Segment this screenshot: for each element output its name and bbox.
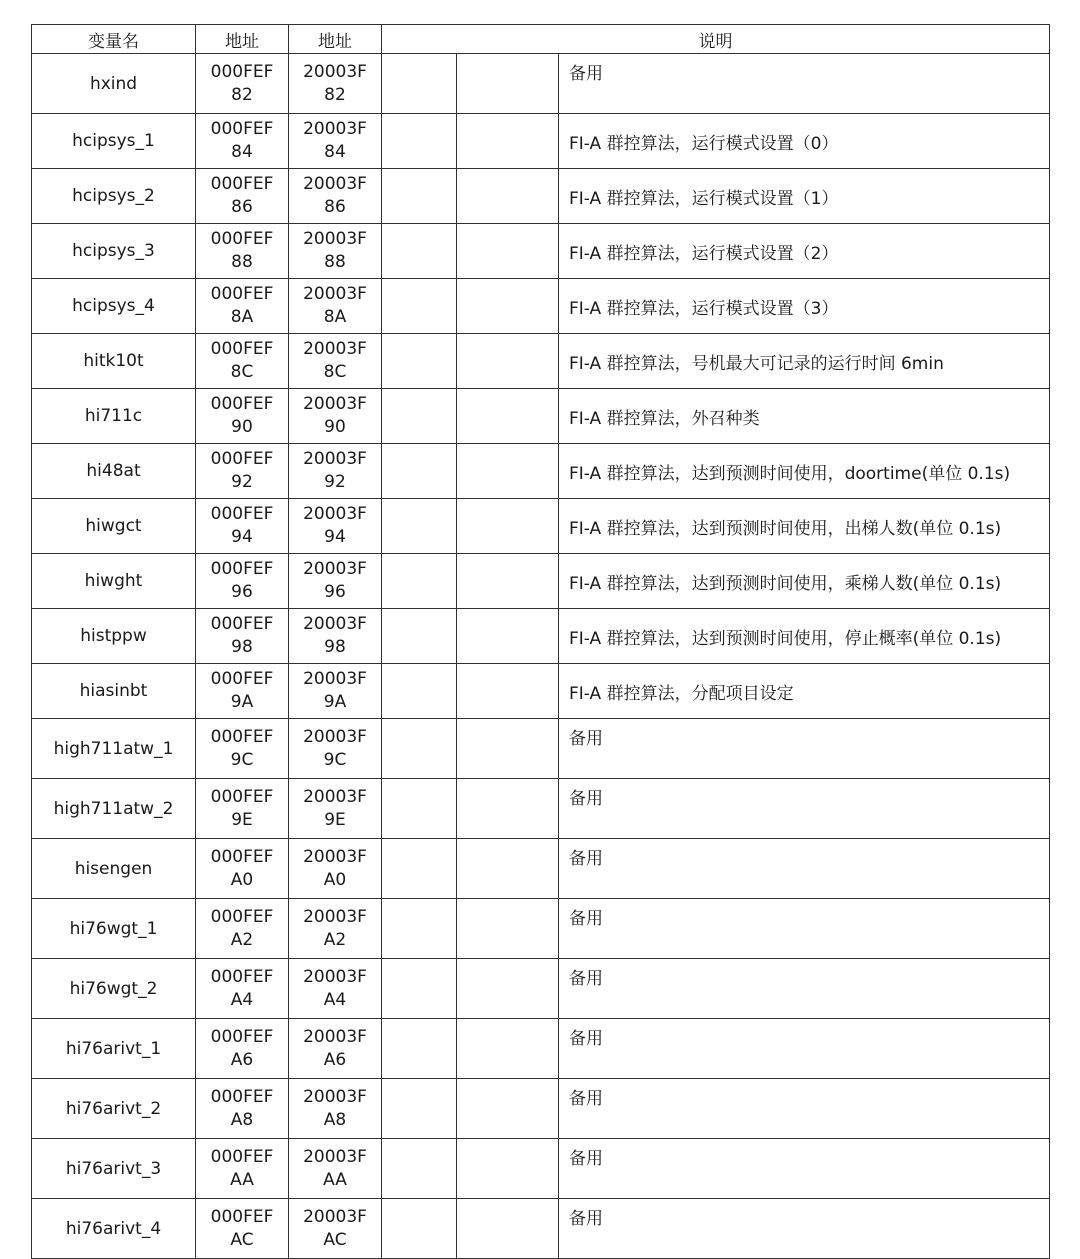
address-1-cell-line-2: A0 — [230, 869, 254, 890]
header-row — [32, 25, 1050, 54]
variable-name-cell: hi48at — [32, 444, 196, 499]
address-2-cell-line-2: 98 — [324, 637, 346, 657]
address-2-cell — [289, 224, 382, 279]
address-1-cell-line-1: 000FEF — [210, 614, 274, 634]
address-1-cell-line-1: 000FEF — [210, 119, 274, 139]
table-row — [32, 1019, 1050, 1079]
address-1-cell-line-1: 000FEF — [210, 559, 274, 579]
address-1-cell-line-2: 8A — [230, 307, 254, 327]
description-cell: 备用 — [559, 839, 1050, 899]
address-1-cell-line-1: 000FEF — [210, 61, 274, 82]
address-2-cell-line-2: A6 — [323, 1049, 347, 1070]
address-2-cell — [289, 1199, 382, 1259]
address-2-cell — [289, 114, 382, 169]
table-row — [32, 779, 1050, 839]
empty-cell — [382, 609, 457, 664]
empty-cell — [382, 279, 457, 334]
description-cell: 备用 — [559, 1139, 1050, 1199]
empty-cell — [457, 779, 559, 839]
address-1-cell-line-1: 000FEF — [210, 846, 274, 867]
header-description: 说明 — [382, 25, 1050, 54]
address-2-cell — [289, 664, 382, 719]
variable-name-cell: hi711c — [32, 389, 196, 444]
address-2-cell-line-2: A4 — [323, 989, 347, 1010]
address-2-cell-line-2: 82 — [324, 84, 346, 105]
table-row — [32, 1079, 1050, 1139]
address-1-cell-line-1: 000FEF — [210, 669, 274, 689]
address-2-cell-line-1: 20003F — [303, 504, 367, 524]
table-row — [32, 1139, 1050, 1199]
address-2-cell-line-1: 20003F — [303, 559, 367, 579]
description-cell: FI-A 群控算法，达到预测时间使用，doortime(单位 0.1s) — [559, 444, 1050, 499]
address-1-cell-line-1: 000FEF — [210, 229, 274, 249]
address-2-cell-line-2: 9E — [324, 809, 346, 830]
address-2-cell — [289, 899, 382, 959]
address-2-cell-line-2: 90 — [324, 417, 346, 437]
address-1-cell-line-2: 96 — [231, 582, 253, 602]
address-1-cell — [196, 554, 289, 609]
address-1-cell-line-1: 000FEF — [210, 449, 274, 469]
address-2-cell-line-1: 20003F — [303, 339, 367, 359]
address-1-cell — [196, 169, 289, 224]
variable-name-cell: hcipsys_1 — [32, 114, 196, 169]
address-1-cell-line-1: 000FEF — [210, 394, 274, 414]
empty-cell — [382, 1079, 457, 1139]
address-1-cell-line-1: 000FEF — [210, 339, 274, 359]
address-1-cell-line-2: AA — [230, 1169, 254, 1190]
empty-cell — [457, 959, 559, 1019]
address-1-cell — [196, 114, 289, 169]
header-address-2: 地址 — [289, 25, 382, 54]
empty-cell — [457, 1019, 559, 1079]
header-variable-name: 变量名 — [32, 25, 196, 54]
header-address-1: 地址 — [196, 25, 289, 54]
address-2-cell-line-1: 20003F — [303, 1146, 367, 1167]
address-2-cell-line-1: 20003F — [303, 229, 367, 249]
address-2-cell — [289, 719, 382, 779]
address-2-cell — [289, 334, 382, 389]
address-1-cell — [196, 389, 289, 444]
variable-name-cell: histppw — [32, 609, 196, 664]
address-1-cell-line-2: A8 — [230, 1109, 254, 1130]
address-2-cell-line-1: 20003F — [303, 394, 367, 414]
address-2-cell-line-1: 20003F — [303, 449, 367, 469]
address-2-cell-line-1: 20003F — [303, 966, 367, 987]
address-2-cell-line-2: AC — [323, 1229, 347, 1250]
variable-name-cell: hcipsys_4 — [32, 279, 196, 334]
description-cell: 备用 — [559, 54, 1050, 114]
empty-cell — [457, 719, 559, 779]
address-1-cell-line-2: A4 — [230, 989, 254, 1010]
description-cell: FI-A 群控算法，运行模式设置（2） — [559, 224, 1050, 279]
empty-cell — [382, 334, 457, 389]
address-2-cell — [289, 1139, 382, 1199]
description-cell: 备用 — [559, 1199, 1050, 1259]
empty-cell — [382, 554, 457, 609]
address-2-cell-line-2: 86 — [324, 197, 346, 217]
table-row — [32, 224, 1050, 279]
address-1-cell-line-2: 8C — [230, 362, 254, 382]
address-2-cell-line-2: 9A — [323, 692, 347, 712]
address-2-cell-line-2: A8 — [323, 1109, 347, 1130]
address-1-cell-line-1: 000FEF — [210, 284, 274, 304]
table-row — [32, 609, 1050, 664]
description-cell: FI-A 群控算法，达到预测时间使用，乘梯人数(单位 0.1s) — [559, 554, 1050, 609]
address-2-cell-line-2: 9C — [323, 749, 347, 770]
address-2-cell-line-1: 20003F — [303, 669, 367, 689]
table-row — [32, 839, 1050, 899]
address-2-cell — [289, 959, 382, 1019]
address-1-cell-line-2: 9C — [230, 749, 254, 770]
description-cell: FI-A 群控算法，运行模式设置（0） — [559, 114, 1050, 169]
address-1-cell — [196, 899, 289, 959]
variable-name-cell: hi76wgt_1 — [32, 899, 196, 959]
description-cell: FI-A 群控算法，外召种类 — [559, 389, 1050, 444]
address-1-cell — [196, 609, 289, 664]
variable-name-cell: hitk10t — [32, 334, 196, 389]
description-cell: 备用 — [559, 899, 1050, 959]
table-row — [32, 554, 1050, 609]
description-cell: 备用 — [559, 1019, 1050, 1079]
address-2-cell — [289, 169, 382, 224]
address-2-cell-line-1: 20003F — [303, 614, 367, 634]
address-1-cell — [196, 224, 289, 279]
address-2-cell — [289, 389, 382, 444]
variable-name-cell: hi76arivt_3 — [32, 1139, 196, 1199]
address-2-cell-line-2: 8A — [323, 307, 347, 327]
empty-cell — [457, 169, 559, 224]
address-1-cell — [196, 1019, 289, 1079]
address-1-cell — [196, 664, 289, 719]
empty-cell — [457, 899, 559, 959]
address-1-cell — [196, 279, 289, 334]
variable-name-cell: hi76arivt_1 — [32, 1019, 196, 1079]
empty-cell — [457, 334, 559, 389]
address-1-cell-line-2: 98 — [231, 637, 253, 657]
address-1-cell — [196, 719, 289, 779]
address-2-cell-line-2: AA — [323, 1169, 347, 1190]
empty-cell — [457, 54, 559, 114]
description-cell: 备用 — [559, 1079, 1050, 1139]
empty-cell — [382, 839, 457, 899]
address-1-cell-line-1: 000FEF — [210, 174, 274, 194]
address-2-cell-line-1: 20003F — [303, 119, 367, 139]
table-row — [32, 1199, 1050, 1259]
address-2-cell-line-2: 84 — [324, 142, 346, 162]
address-1-cell-line-2: 86 — [231, 197, 253, 217]
address-1-cell-line-1: 000FEF — [210, 786, 274, 807]
address-2-cell — [289, 609, 382, 664]
address-2-cell — [289, 554, 382, 609]
variable-name-cell: hiwght — [32, 554, 196, 609]
variable-name-cell: hi76wgt_2 — [32, 959, 196, 1019]
table-row — [32, 664, 1050, 719]
empty-cell — [382, 1139, 457, 1199]
table-row — [32, 54, 1050, 114]
table-row — [32, 959, 1050, 1019]
address-1-cell — [196, 1079, 289, 1139]
empty-cell — [382, 1199, 457, 1259]
empty-cell — [382, 779, 457, 839]
address-2-cell-line-1: 20003F — [303, 1086, 367, 1107]
description-cell: 备用 — [559, 959, 1050, 1019]
description-cell: FI-A 群控算法，分配项目设定 — [559, 664, 1050, 719]
address-2-cell-line-2: 8C — [323, 362, 347, 382]
variable-address-table — [31, 24, 1050, 1259]
address-2-cell-line-1: 20003F — [303, 1206, 367, 1227]
empty-cell — [382, 114, 457, 169]
variable-name-cell: hcipsys_3 — [32, 224, 196, 279]
table-row — [32, 499, 1050, 554]
empty-cell — [382, 664, 457, 719]
address-1-cell-line-2: AC — [230, 1229, 254, 1250]
address-1-cell — [196, 444, 289, 499]
address-2-cell-line-2: 92 — [324, 472, 346, 492]
address-1-cell — [196, 499, 289, 554]
empty-cell — [457, 499, 559, 554]
table-row — [32, 899, 1050, 959]
description-cell: FI-A 群控算法，运行模式设置（1） — [559, 169, 1050, 224]
table-body — [32, 54, 1050, 1259]
address-1-cell-line-1: 000FEF — [210, 1146, 274, 1167]
address-2-cell — [289, 1079, 382, 1139]
empty-cell — [382, 899, 457, 959]
variable-name-cell: high711atw_2 — [32, 779, 196, 839]
empty-cell — [382, 1019, 457, 1079]
variable-name-cell: hcipsys_2 — [32, 169, 196, 224]
address-2-cell-line-1: 20003F — [303, 846, 367, 867]
address-2-cell-line-2: 94 — [324, 527, 346, 547]
table-row — [32, 334, 1050, 389]
address-1-cell — [196, 959, 289, 1019]
address-1-cell-line-2: 90 — [231, 417, 253, 437]
empty-cell — [382, 389, 457, 444]
empty-cell — [457, 1199, 559, 1259]
variable-name-cell: hi76arivt_2 — [32, 1079, 196, 1139]
address-2-cell — [289, 839, 382, 899]
address-1-cell — [196, 334, 289, 389]
table-row — [32, 389, 1050, 444]
address-1-cell-line-2: 94 — [231, 527, 253, 547]
address-1-cell-line-1: 000FEF — [210, 504, 274, 524]
address-2-cell — [289, 779, 382, 839]
address-2-cell — [289, 1019, 382, 1079]
variable-name-cell: hxind — [32, 54, 196, 114]
address-1-cell-line-2: 82 — [231, 84, 253, 105]
empty-cell — [457, 114, 559, 169]
address-2-cell-line-1: 20003F — [303, 726, 367, 747]
empty-cell — [457, 1139, 559, 1199]
empty-cell — [382, 719, 457, 779]
address-2-cell — [289, 54, 382, 114]
address-2-cell — [289, 444, 382, 499]
address-2-cell-line-1: 20003F — [303, 786, 367, 807]
table-row — [32, 114, 1050, 169]
table-row — [32, 444, 1050, 499]
empty-cell — [382, 444, 457, 499]
empty-cell — [382, 169, 457, 224]
address-1-cell-line-1: 000FEF — [210, 906, 274, 927]
empty-cell — [382, 54, 457, 114]
variable-name-cell: hiwgct — [32, 499, 196, 554]
empty-cell — [457, 664, 559, 719]
address-1-cell-line-2: 9A — [230, 692, 254, 712]
address-1-cell-line-2: A2 — [230, 929, 254, 950]
address-1-cell — [196, 1139, 289, 1199]
address-1-cell — [196, 1199, 289, 1259]
table-row — [32, 719, 1050, 779]
empty-cell — [457, 609, 559, 664]
address-2-cell-line-1: 20003F — [303, 1026, 367, 1047]
description-cell: FI-A 群控算法，达到预测时间使用，停止概率(单位 0.1s) — [559, 609, 1050, 664]
empty-cell — [457, 389, 559, 444]
variable-name-cell: hiasinbt — [32, 664, 196, 719]
address-2-cell-line-2: 88 — [324, 252, 346, 272]
empty-cell — [457, 279, 559, 334]
table-row — [32, 169, 1050, 224]
empty-cell — [382, 499, 457, 554]
address-1-cell-line-2: 9E — [231, 809, 253, 830]
address-2-cell — [289, 499, 382, 554]
variable-name-cell: hi76arivt_4 — [32, 1199, 196, 1259]
address-2-cell-line-1: 20003F — [303, 906, 367, 927]
address-1-cell-line-1: 000FEF — [210, 1206, 274, 1227]
description-cell: FI-A 群控算法，号机最大可记录的运行时间 6min — [559, 334, 1050, 389]
address-2-cell-line-2: 96 — [324, 582, 346, 602]
description-cell: 备用 — [559, 779, 1050, 839]
empty-cell — [457, 1079, 559, 1139]
description-cell: FI-A 群控算法，运行模式设置（3） — [559, 279, 1050, 334]
address-2-cell-line-1: 20003F — [303, 284, 367, 304]
empty-cell — [457, 839, 559, 899]
empty-cell — [382, 224, 457, 279]
empty-cell — [457, 444, 559, 499]
address-1-cell-line-1: 000FEF — [210, 966, 274, 987]
address-1-cell — [196, 839, 289, 899]
address-2-cell — [289, 279, 382, 334]
empty-cell — [457, 554, 559, 609]
address-1-cell-line-2: 88 — [231, 252, 253, 272]
empty-cell — [457, 224, 559, 279]
variable-name-cell: high711atw_1 — [32, 719, 196, 779]
address-2-cell-line-2: A2 — [323, 929, 347, 950]
address-1-cell-line-2: 84 — [231, 142, 253, 162]
description-cell: 备用 — [559, 719, 1050, 779]
address-1-cell-line-2: A6 — [230, 1049, 254, 1070]
address-2-cell-line-1: 20003F — [303, 174, 367, 194]
address-1-cell — [196, 54, 289, 114]
address-2-cell-line-2: A0 — [323, 869, 347, 890]
address-1-cell — [196, 779, 289, 839]
address-1-cell-line-1: 000FEF — [210, 1086, 274, 1107]
address-2-cell-line-1: 20003F — [303, 61, 367, 82]
table-row — [32, 279, 1050, 334]
address-1-cell-line-2: 92 — [231, 472, 253, 492]
description-cell: FI-A 群控算法，达到预测时间使用，出梯人数(单位 0.1s) — [559, 499, 1050, 554]
address-1-cell-line-1: 000FEF — [210, 1026, 274, 1047]
variable-name-cell: hisengen — [32, 839, 196, 899]
address-1-cell-line-1: 000FEF — [210, 726, 274, 747]
empty-cell — [382, 959, 457, 1019]
